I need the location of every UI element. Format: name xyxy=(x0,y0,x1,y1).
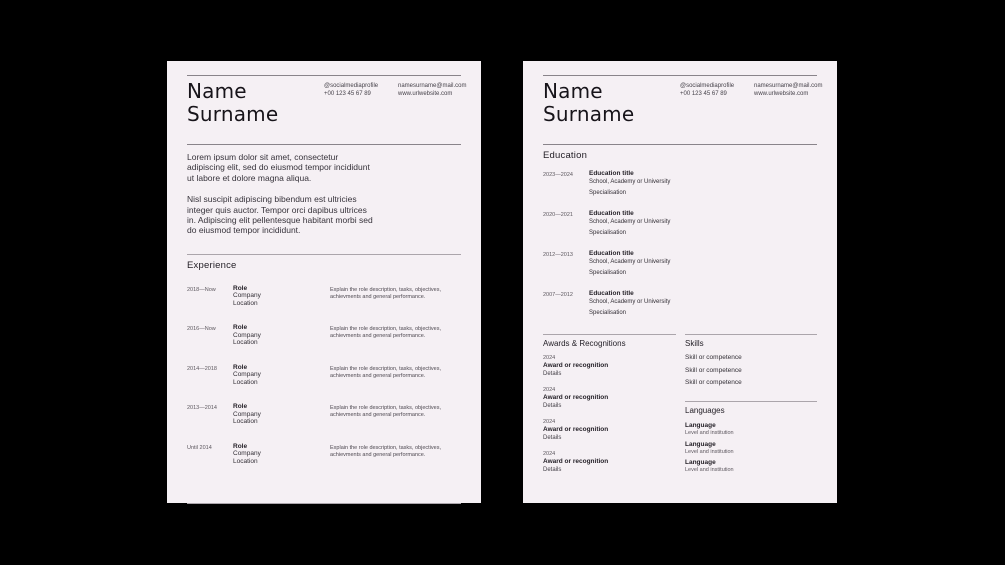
award-entry xyxy=(543,419,676,442)
experience-location: Location xyxy=(233,378,258,386)
experience-entry xyxy=(187,324,461,347)
experience-role-block xyxy=(233,364,330,387)
education-specialisation: Specialisation xyxy=(589,310,627,316)
award-entry xyxy=(543,451,676,474)
education-specialisation: Specialisation xyxy=(589,190,627,196)
award-details: Details xyxy=(543,371,562,377)
experience-description: Explain the role description, tasks, objectives, achievments and general performance. xyxy=(330,326,441,340)
experience-entry xyxy=(187,443,461,466)
contact-block xyxy=(680,80,823,126)
experience-role-block xyxy=(233,403,330,426)
language-name: Language xyxy=(685,459,716,466)
skills-languages-column xyxy=(685,334,817,483)
social-handle: @socialmediaprofile xyxy=(680,83,735,89)
languages-list xyxy=(685,422,817,474)
divider xyxy=(187,254,461,255)
resume-page-1 xyxy=(167,61,481,503)
education-entry xyxy=(543,210,817,237)
divider xyxy=(685,334,817,335)
education-entry xyxy=(543,290,817,317)
experience-company: Company xyxy=(233,292,261,300)
award-details: Details xyxy=(543,435,562,441)
phone-number: +00 123 45 67 89 xyxy=(324,90,371,97)
experience-role: Role xyxy=(233,324,248,332)
experience-role: Role xyxy=(233,284,248,292)
experience-description: Explain the role description, tasks, objectives, achievments and general performance. xyxy=(330,365,441,379)
education-specialisation: Specialisation xyxy=(589,270,627,276)
page-title xyxy=(543,80,680,126)
contact-column-left xyxy=(680,83,738,126)
contact-column-right xyxy=(754,83,823,126)
website-url: www.urlwebsite.com xyxy=(754,90,809,97)
education-period: 2023—2024 xyxy=(543,172,573,178)
divider xyxy=(543,75,817,76)
experience-company: Company xyxy=(233,450,261,458)
name-first-line: Name xyxy=(543,79,603,103)
page-header xyxy=(543,79,823,126)
divider xyxy=(543,144,817,145)
experience-role-block xyxy=(233,285,330,308)
language-entry xyxy=(685,459,817,474)
award-details: Details xyxy=(543,403,562,409)
email-address: namesurname@mail.com xyxy=(754,83,823,89)
page-header xyxy=(187,79,467,126)
experience-section-title: Experience xyxy=(187,259,237,271)
language-level: Level and institution xyxy=(685,467,734,473)
experience-entry xyxy=(187,403,461,426)
language-name: Language xyxy=(685,440,716,448)
name-second-line: Surname xyxy=(187,102,279,126)
education-title: Education title xyxy=(589,290,634,297)
page-title xyxy=(187,80,324,126)
skill-item: Skill or competence xyxy=(685,379,742,386)
contact-column-right xyxy=(398,83,467,126)
resume-page-1-content xyxy=(167,75,481,517)
divider xyxy=(685,401,817,402)
education-school: School, Academy or University xyxy=(589,259,671,265)
website-url: www.urlwebsite.com xyxy=(398,90,453,97)
awards-column xyxy=(543,334,676,483)
education-period: 2007—2012 xyxy=(543,292,573,298)
award-year: 2024 xyxy=(543,419,556,425)
experience-description: Explain the role description, tasks, objectives, achievments and general performance. xyxy=(330,405,441,419)
experience-entry xyxy=(187,285,461,308)
experience-location: Location xyxy=(233,418,258,426)
resume-page-2 xyxy=(523,61,837,503)
awards-list xyxy=(543,355,676,474)
bottom-columns xyxy=(543,334,817,483)
language-entry xyxy=(685,441,817,456)
language-name: Language xyxy=(685,422,716,429)
intro-paragraph-2: Nisl suscipit adipiscing bibendum est ultricies integer quis auctor. Tempor orci dapibus ultrices in. Adipiscing elit pellentesque habitant morbi sed do eiusmod tempor incididunt. xyxy=(187,194,373,236)
intro-paragraph-1: Lorem ipsum dolor sit amet, consectetur adipiscing elit, sed do eiusmod tempor incididunt ut labore et dolore magna aliqua. xyxy=(187,152,370,183)
resume-page-2-content xyxy=(523,75,837,517)
award-details: Details xyxy=(543,467,562,473)
experience-location: Location xyxy=(233,299,258,307)
contact-block xyxy=(324,80,467,126)
education-entry xyxy=(543,170,817,197)
education-school: School, Academy or University xyxy=(589,179,671,185)
language-entry xyxy=(685,422,817,437)
experience-role-block xyxy=(233,443,330,466)
award-title: Award or recognition xyxy=(543,394,609,401)
education-title: Education title xyxy=(589,170,634,177)
experience-company: Company xyxy=(233,410,261,418)
education-entry xyxy=(543,250,817,277)
experience-location: Location xyxy=(233,457,258,465)
skill-item: Skill or competence xyxy=(685,354,742,361)
languages-section-title: Languages xyxy=(685,406,725,415)
education-title: Education title xyxy=(589,210,634,217)
name-first-line: Name xyxy=(187,79,247,103)
name-second-line: Surname xyxy=(543,102,635,126)
contact-column-left xyxy=(324,83,382,126)
experience-company: Company xyxy=(233,371,261,379)
education-title: Education title xyxy=(589,250,634,257)
education-detail-block xyxy=(589,250,817,277)
experience-period: Until 2014 xyxy=(187,444,212,451)
email-address: namesurname@mail.com xyxy=(398,83,467,89)
experience-period: 2016—Now xyxy=(187,326,216,333)
award-entry xyxy=(543,387,676,410)
experience-entry xyxy=(187,364,461,387)
divider xyxy=(543,334,676,335)
education-detail-block xyxy=(589,290,817,317)
intro-section xyxy=(187,152,375,236)
skills-section-title: Skills xyxy=(685,339,704,348)
experience-role: Role xyxy=(233,403,248,411)
education-period: 2020—2021 xyxy=(543,212,573,218)
skills-list xyxy=(685,354,817,387)
language-level: Level and institution xyxy=(685,430,734,436)
experience-role-block xyxy=(233,324,330,347)
education-school: School, Academy or University xyxy=(589,299,671,305)
experience-period: 2013—2014 xyxy=(187,405,217,412)
education-period: 2012—2013 xyxy=(543,252,573,258)
award-title: Award or recognition xyxy=(543,362,609,369)
education-detail-block xyxy=(589,170,817,197)
award-entry xyxy=(543,355,676,378)
experience-description: Explain the role description, tasks, objectives, achievments and general performance. xyxy=(330,286,441,300)
experience-period: 2014—2018 xyxy=(187,365,217,372)
divider xyxy=(187,75,461,76)
education-detail-block xyxy=(589,210,817,237)
awards-section-title: Awards & Recognitions xyxy=(543,339,626,348)
award-year: 2024 xyxy=(543,451,556,457)
education-list xyxy=(543,170,817,317)
social-handle: @socialmediaprofile xyxy=(324,83,379,89)
award-year: 2024 xyxy=(543,355,556,361)
education-specialisation: Specialisation xyxy=(589,230,627,236)
experience-role: Role xyxy=(233,442,248,450)
experience-period: 2018—Now xyxy=(187,286,216,293)
experience-company: Company xyxy=(233,331,261,339)
skill-item: Skill or competence xyxy=(685,366,742,374)
award-year: 2024 xyxy=(543,387,556,393)
experience-location: Location xyxy=(233,339,258,347)
experience-description: Explain the role description, tasks, objectives, achievments and general performance. xyxy=(330,444,441,458)
award-title: Award or recognition xyxy=(543,458,609,465)
experience-role: Role xyxy=(233,363,248,371)
experience-list xyxy=(187,285,461,466)
award-title: Award or recognition xyxy=(543,426,609,433)
education-section-title: Education xyxy=(543,150,588,161)
phone-number: +00 123 45 67 89 xyxy=(680,90,727,97)
language-level: Level and institution xyxy=(685,448,734,455)
divider xyxy=(187,503,461,504)
education-school: School, Academy or University xyxy=(589,219,671,225)
divider xyxy=(187,144,461,145)
